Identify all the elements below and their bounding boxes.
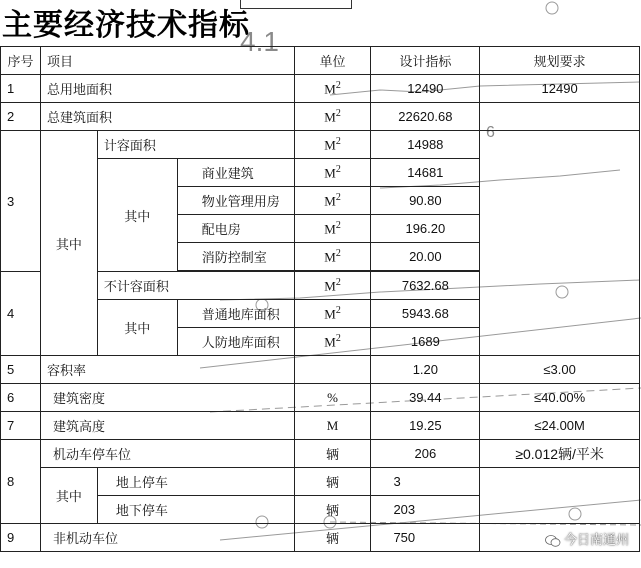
row-unit: $M^2$ [294,272,371,300]
sub-group-label: 其中 [40,468,97,524]
row-design: 3 [371,468,480,496]
row-item: 总建筑面积 [40,103,294,131]
row-design: 203 [371,496,480,524]
row-plan: ≥0.012辆/平米 [480,440,640,468]
row-unit: $M^2$ [294,103,371,131]
row-no: 3 [1,131,41,272]
indicator-table [0,46,641,552]
table-header [1,47,641,75]
row-no: 8 [1,440,41,524]
row-unit: M [294,412,371,440]
row-no: 1 [1,75,41,103]
row-no: 9 [1,524,41,552]
row-unit: $M^2$ [294,131,371,159]
row-design: 39.44 [371,384,480,412]
row-no: 6 [1,384,41,412]
row-item: 普通地库面积 [177,300,294,328]
table-row [1,356,641,384]
row-no: 5 [1,356,41,384]
row-unit: $M^2$ [294,243,371,271]
row-item: 建筑高度 [40,412,294,440]
row-design: 7632.68 [371,272,480,300]
row-plan [480,103,640,131]
table-row [1,468,641,496]
row-unit: 辆 [294,468,371,496]
row-no: 4 [1,272,41,356]
row-plan [480,468,640,524]
row-design: 206 [371,440,480,468]
row-item: 配电房 [177,215,294,243]
row-design: 5943.68 [371,300,480,328]
row-plan: ≤40.00% [480,384,640,412]
watermark-text: 今日南通州 [563,533,629,548]
row-item: 机动车停车位 [40,440,294,468]
row-unit: $M^2$ [294,300,371,328]
row-design: 1689 [371,328,480,356]
row-unit: $M^2$ [294,187,371,215]
row-unit: 辆 [294,496,371,524]
row-item: 消防控制室 [177,243,294,271]
row-no: 7 [1,412,41,440]
row-unit: % [294,384,371,412]
row-plan [480,131,640,356]
row-design: 14681 [371,159,480,187]
row-unit [294,356,371,384]
row-item: 地上停车 [97,468,294,496]
table-row [1,131,641,159]
table-row [1,440,641,468]
row-item: 总用地面积 [40,75,294,103]
row-plan: ≤3.00 [480,356,640,384]
watermark [545,529,629,548]
row-item: 容积率 [40,356,294,384]
sub-group-label: 其中 [97,159,177,272]
row-design: 90.80 [371,187,480,215]
row-unit: $M^2$ [294,75,371,103]
table-row [1,75,641,103]
group-label: 其中 [40,131,97,356]
row-item: 物业管理用房 [177,187,294,215]
header-plan: 规划要求 [480,47,640,75]
row-unit: 辆 [294,524,371,552]
header-no: 序号 [1,47,41,75]
row-unit: $M^2$ [294,215,371,243]
row-item: 建筑密度 [40,384,294,412]
row-no: 2 [1,103,41,131]
table-row [1,412,641,440]
row-unit: $M^2$ [294,159,371,187]
row-design: 22620.68 [371,103,480,131]
row-design: 14988 [371,131,480,159]
row-item: 非机动车位 [40,524,294,552]
row-design: 196.20 [371,215,480,243]
sub-group-label: 其中 [97,300,177,356]
row-item: 人防地库面积 [177,328,294,356]
wechat-icon [545,534,561,548]
row-plan: 12490 [480,75,640,103]
row-design: 20.00 [371,243,480,271]
row-design: 750 [371,524,480,552]
page-title: 主要经济技术指标 [2,8,250,43]
row-item: 不计容面积 [97,272,294,300]
row-item: 地下停车 [97,496,294,524]
row-design: 19.25 [371,412,480,440]
header-unit: 单位 [294,47,371,75]
row-unit: 辆 [294,440,371,468]
table-row [1,103,641,131]
spacer [640,271,641,272]
row-design: 1.20 [371,356,480,384]
background-label-6: 6 [486,124,495,141]
row-design: 12490 [371,75,480,103]
table-row [1,384,641,412]
drawing-frame [240,0,352,9]
row-item: 商业建筑 [177,159,294,187]
background-label-41: 4.1 [240,26,279,57]
row-unit: $M^2$ [294,328,371,356]
header-design: 设计指标 [371,47,480,75]
row-plan: ≤24.00M [480,412,640,440]
row-item: 计容面积 [97,131,294,159]
header-item: 项目 [40,47,294,75]
